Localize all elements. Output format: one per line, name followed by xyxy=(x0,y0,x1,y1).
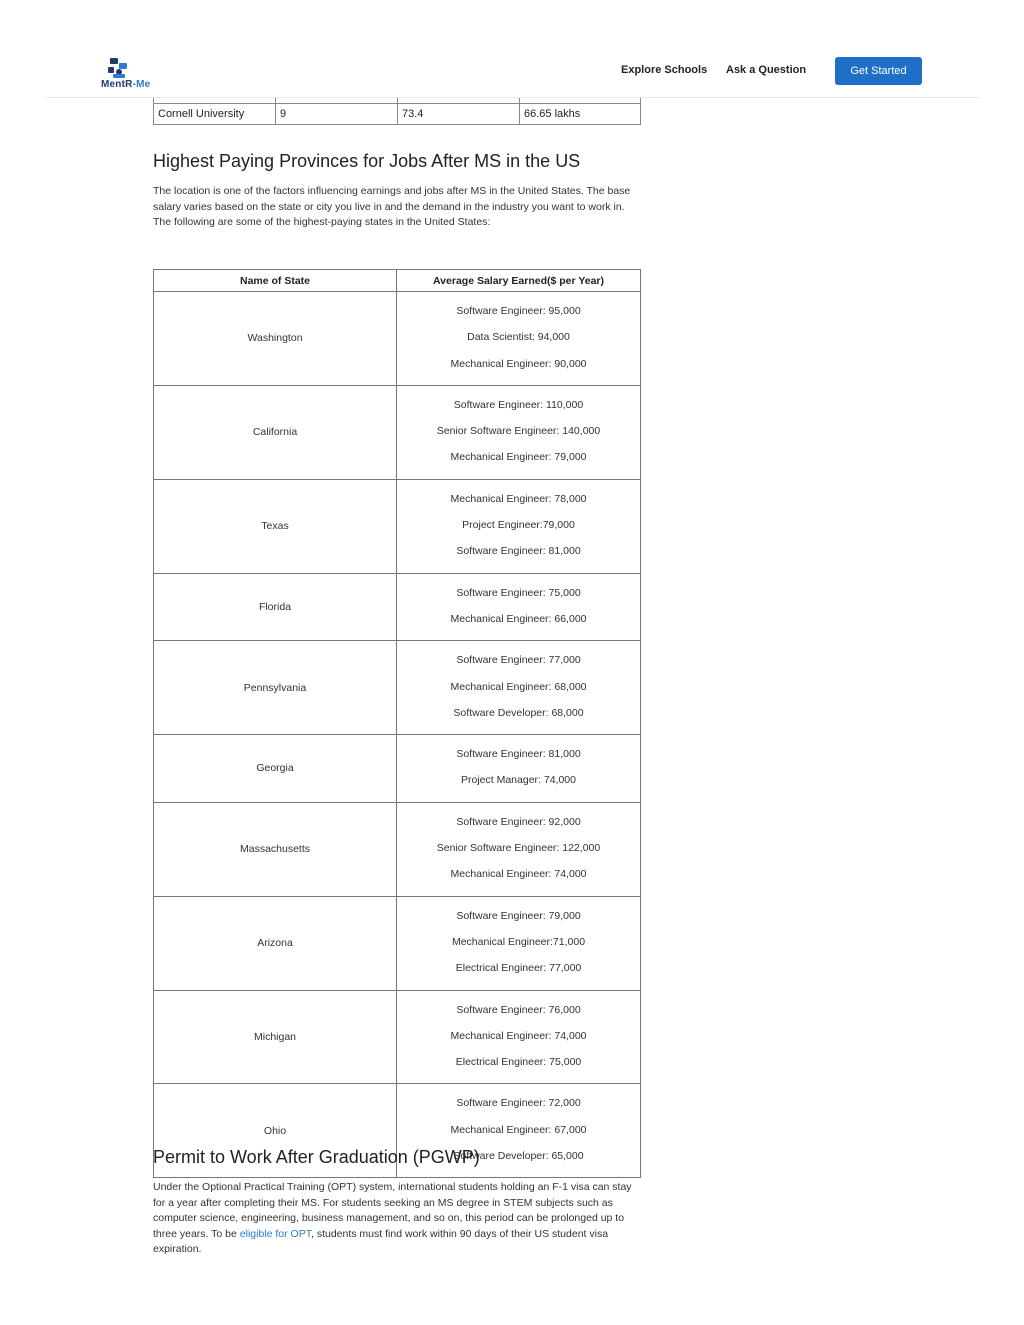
salary-entry: Software Engineer: 81,000 xyxy=(456,748,581,761)
table-header-row xyxy=(154,270,641,292)
logo-text: MentR-Me xyxy=(101,79,151,90)
nav-explore-schools[interactable]: Explore Schools xyxy=(621,64,708,76)
section-paragraph-provinces: The location is one of the factors influencing earnings and jobs after MS in the United States. The base salary varies based on the state or city you live in and the demand in the industry you want to work in. The following are some of the highest-paying states in the United States: xyxy=(153,185,631,228)
table-row xyxy=(154,641,641,735)
state-name-cell: Georgia xyxy=(154,735,397,803)
salary-entry: Senior Software Engineer: 140,000 xyxy=(436,425,601,438)
state-name-cell: Pennsylvania xyxy=(154,641,397,735)
salary-list-cell xyxy=(397,802,641,896)
salary-list-cell xyxy=(397,896,641,990)
salary-list-cell xyxy=(397,292,641,386)
state-salary-table xyxy=(153,269,641,1178)
get-started-button[interactable]: Get Started xyxy=(835,57,922,85)
table-row xyxy=(154,385,641,479)
salary-entry: Software Engineer: 79,000 xyxy=(456,909,581,922)
table-row xyxy=(154,896,641,990)
salary-list-cell xyxy=(397,735,641,803)
salary-entry: Software Developer: 65,000 xyxy=(453,1150,584,1163)
salary-entry: Mechanical Engineer: 66,000 xyxy=(450,612,587,625)
salary-entry: Mechanical Engineer:71,000 xyxy=(451,935,586,948)
salary-entry: Project Manager: 74,000 xyxy=(461,774,576,787)
salary-entry: Software Engineer: 72,000 xyxy=(456,1097,581,1110)
salary-entry: Mechanical Engineer: 74,000 xyxy=(450,868,587,881)
salary-entry: Software Engineer: 110,000 xyxy=(453,398,584,411)
salary-list-cell xyxy=(397,573,641,641)
pgwp-text-after: , students must find work within 90 days of their US student visa expiration. xyxy=(153,1227,609,1255)
table-row xyxy=(154,802,641,896)
eligible-for-opt-link[interactable]: eligible for OPT xyxy=(239,1227,311,1240)
table-cell-rank: 9 xyxy=(276,104,398,125)
section-heading-provinces: Highest Paying Provinces for Jobs After MS in the US xyxy=(153,151,581,171)
salary-list-cell xyxy=(397,385,641,479)
table-row xyxy=(154,990,641,1084)
table-row xyxy=(154,104,641,125)
salary-entry: Software Engineer: 92,000 xyxy=(456,815,581,828)
salary-entry: Mechanical Engineer: 67,000 xyxy=(450,1123,587,1136)
salary-entry: Software Developer: 68,000 xyxy=(453,706,584,719)
state-name-cell: Massachusetts xyxy=(154,802,397,896)
table-row xyxy=(154,735,641,803)
state-name-cell: Florida xyxy=(154,573,397,641)
state-name-cell: Washington xyxy=(154,292,397,386)
column-header-state: Name of State xyxy=(154,270,397,292)
salary-entry: Mechanical Engineer: 78,000 xyxy=(450,492,587,505)
table-cell-score: 73.4 xyxy=(398,104,520,125)
nav-ask-question[interactable]: Ask a Question xyxy=(726,64,807,76)
salary-entry: Senior Software Engineer: 122,000 xyxy=(436,842,601,855)
salary-list-cell xyxy=(397,479,641,573)
section-heading-pgwp: Permit to Work After Graduation (PGWP) xyxy=(153,1147,480,1167)
state-name-cell: California xyxy=(154,385,397,479)
column-header-salary: Average Salary Earned($ per Year) xyxy=(397,270,641,292)
salary-entry: Software Engineer: 75,000 xyxy=(456,586,581,599)
table-cell-university: Cornell University xyxy=(154,104,276,125)
salary-entry: Electrical Engineer: 75,000 xyxy=(455,1056,582,1069)
header-divider xyxy=(46,97,980,98)
salary-entry: Data Scientist: 94,000 xyxy=(467,331,570,344)
salary-entry: Mechanical Engineer: 90,000 xyxy=(450,357,587,370)
salary-entry: Software Engineer: 77,000 xyxy=(456,654,581,667)
pgwp-text-before: Under the Optional Practical Training (OPT) system, international students holding an F-1 visa can stay for a year after completing their MS. For students seeking an MS degree in STEM subjects such as computer science, engineering, business management, and so on, this period can be prolonged up to three years. To be xyxy=(153,1181,632,1240)
table-row xyxy=(154,573,641,641)
salary-list-cell xyxy=(397,990,641,1084)
state-name-cell: Michigan xyxy=(154,990,397,1084)
salary-entry: Electrical Engineer: 77,000 xyxy=(455,962,582,975)
salary-entry: Software Engineer: 76,000 xyxy=(456,1003,581,1016)
salary-entry: Mechanical Engineer: 68,000 xyxy=(450,680,587,693)
state-salary-body xyxy=(154,292,641,1178)
salary-entry: Software Engineer: 95,000 xyxy=(456,305,581,317)
site-header xyxy=(0,0,1024,98)
salary-entry: Mechanical Engineer: 79,000 xyxy=(450,451,587,464)
salary-list-cell xyxy=(397,641,641,735)
table-row xyxy=(154,292,641,386)
table-cell-salary: 66.65 lakhs xyxy=(520,104,641,125)
salary-entry: Mechanical Engineer: 74,000 xyxy=(450,1029,587,1042)
section-paragraph-pgwp xyxy=(153,1180,643,1258)
table-row xyxy=(154,479,641,573)
salary-entry: Software Engineer: 81,000 xyxy=(456,545,581,558)
salary-entry: Project Engineer:79,000 xyxy=(462,519,575,532)
logo-text-accent: -Me xyxy=(132,79,151,90)
state-name-cell: Ohio xyxy=(154,1084,397,1178)
state-name-cell: Texas xyxy=(154,479,397,573)
state-name-cell: Arizona xyxy=(154,896,397,990)
